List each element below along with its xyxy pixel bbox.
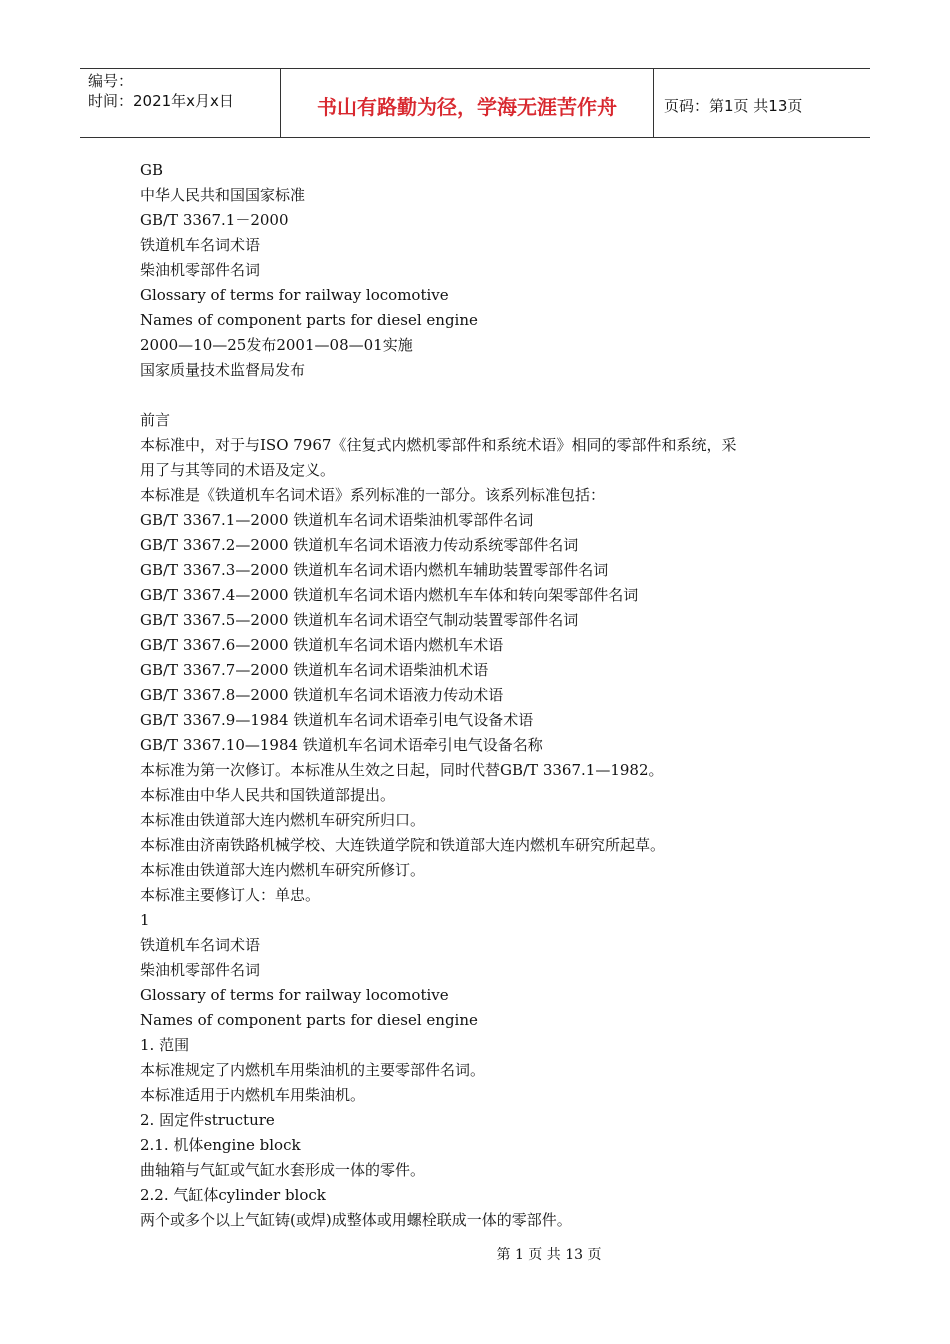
- text-line: Names of component parts for diesel engine: [140, 1011, 478, 1029]
- text-line: 本标准由济南铁路机械学校、大连铁道学院和铁道部大连内燃机车研究所起草。: [140, 836, 666, 854]
- text-line: 中华人民共和国国家标准: [140, 186, 306, 204]
- header-meta: [80, 69, 281, 137]
- text-line: 柴油机零部件名词: [140, 961, 261, 979]
- text-line: 柴油机零部件名词: [140, 261, 261, 279]
- text-line: GB: [140, 161, 164, 179]
- text-line: GB/T 3367.4—2000 铁道机车名词术语内燃机车车体和转向架零部件名词: [140, 586, 639, 604]
- page-header: [80, 68, 870, 138]
- text-line: 1. 范围: [140, 1036, 190, 1054]
- text-line: 2.1. 机体engine block: [140, 1136, 301, 1154]
- text-line: 2. 固定件structure: [140, 1111, 275, 1129]
- text-line: 本标准中，对于与ISO 7967《往复式内燃机零部件和系统术语》相同的零部件和系统，采: [140, 436, 737, 454]
- text-line: 用了与其等同的术语及定义。: [140, 461, 336, 479]
- text-line: Glossary of terms for railway locomotive: [140, 986, 449, 1004]
- text-line: 铁道机车名词术语: [140, 936, 261, 954]
- text-line: 铁道机车名词术语: [140, 236, 261, 254]
- text-line: GB/T 3367.1－2000: [140, 211, 289, 229]
- text-line: 本标准规定了内燃机车用柴油机的主要零部件名词。: [140, 1061, 486, 1079]
- text-line: Glossary of terms for railway locomotive: [140, 286, 449, 304]
- text-line: 本标准是《铁道机车名词术语》系列标准的一部分。该系列标准包括：: [140, 486, 606, 504]
- text-line: 本标准由铁道部大连内燃机车研究所修订。: [140, 861, 426, 879]
- text-line: 国家质量技术监督局发布: [140, 361, 306, 379]
- text-line: Names of component parts for diesel engine: [140, 311, 478, 329]
- text-line: 本标准主要修订人：单忠。: [140, 886, 321, 904]
- title-block: [140, 158, 830, 383]
- text-line: GB/T 3367.2—2000 铁道机车名词术语液力传动系统零部件名词: [140, 536, 579, 554]
- header-time-label: 时间：2021年x月x日: [88, 92, 234, 110]
- header-number-label: 编号：: [88, 72, 134, 90]
- text-line: 两个或多个以上气缸铸(或焊)成整体或用螺栓联成一体的零部件。: [140, 1211, 572, 1229]
- text-line: GB/T 3367.5—2000 铁道机车名词术语空气制动装置零部件名词: [140, 611, 579, 629]
- text-line: GB/T 3367.7—2000 铁道机车名词术语柴油机术语: [140, 661, 489, 679]
- text-line: 1: [140, 911, 150, 929]
- page-footer: 第 1 页 共 13 页: [496, 1247, 602, 1263]
- text-line: 曲轴箱与气缸或气缸水套形成一体的零件。: [140, 1161, 426, 1179]
- text-line: GB/T 3367.9—1984 铁道机车名词术语牵引电气设备术语: [140, 711, 534, 729]
- text-line: GB/T 3367.3—2000 铁道机车名词术语内燃机车辅助装置零部件名词: [140, 561, 609, 579]
- text-line: 2.2. 气缸体cylinder block: [140, 1186, 326, 1204]
- preface-block: [140, 408, 830, 1233]
- text-line: 本标准由中华人民共和国铁道部提出。: [140, 786, 396, 804]
- text-line: GB/T 3367.8—2000 铁道机车名词术语液力传动术语: [140, 686, 504, 704]
- text-line: GB/T 3367.1—2000 铁道机车名词术语柴油机零部件名词: [140, 511, 534, 529]
- header-motto: 书山有路勤为径，学海无涯苦作舟: [281, 69, 654, 137]
- text-line: 本标准适用于内燃机车用柴油机。: [140, 1086, 366, 1104]
- text-line: 本标准为第一次修订。本标准从生效之日起，同时代替GB/T 3367.1—1982。: [140, 761, 664, 779]
- text-line: 2000—10—25发布2001—08—01实施: [140, 336, 413, 354]
- header-page-info: 页码：第1页 共13页: [664, 96, 803, 115]
- text-line: 本标准由铁道部大连内燃机车研究所归口。: [140, 811, 426, 829]
- text-line: GB/T 3367.10—1984 铁道机车名词术语牵引电气设备名称: [140, 736, 543, 754]
- document-body: [140, 158, 830, 1233]
- section-heading: 前言: [140, 411, 171, 429]
- text-line: GB/T 3367.6—2000 铁道机车名词术语内燃机车术语: [140, 636, 504, 654]
- spacer: [140, 383, 830, 408]
